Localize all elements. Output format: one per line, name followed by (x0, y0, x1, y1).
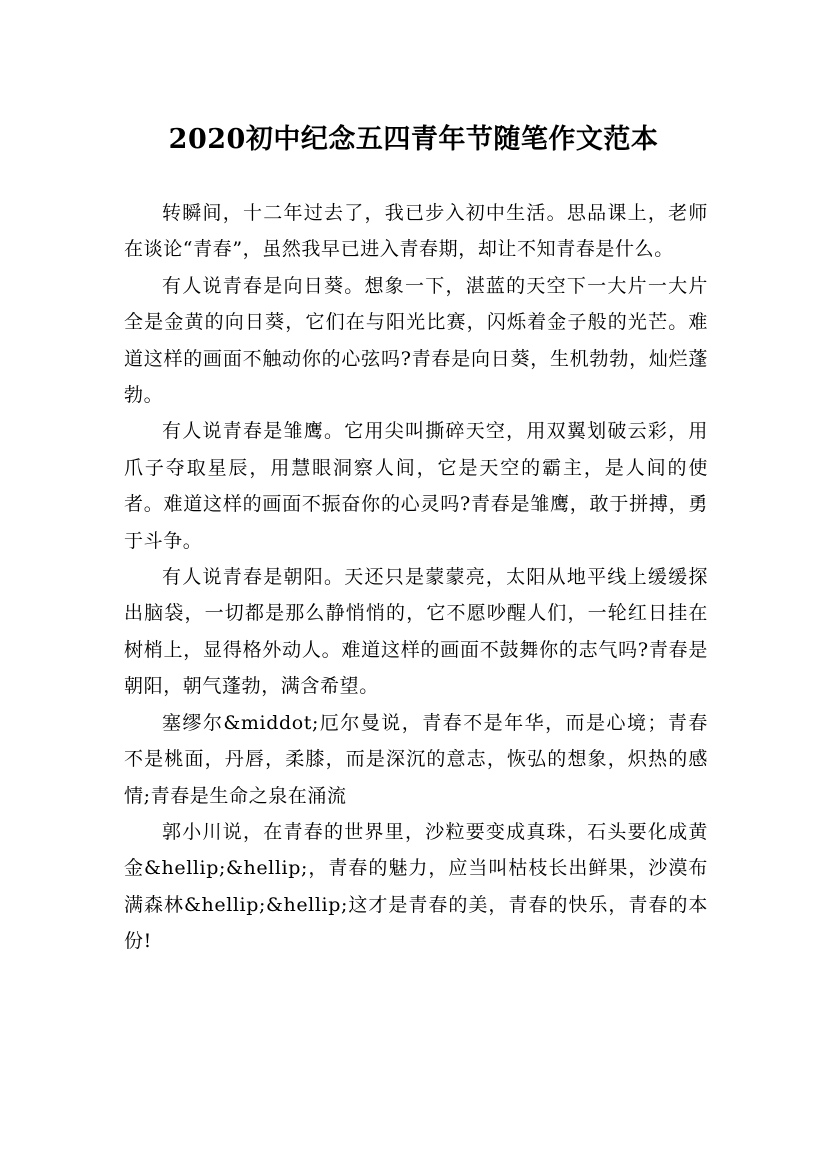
paragraph-3: 有人说青春是雏鹰。它用尖叫撕碎天空，用双翼划破云彩，用爪子夺取星辰，用慧眼洞察人间，它是天空的霸主，是人间的使者。难道这样的画面不振奋你的心灵吗?青春是雏鹰，敢于拼搏，勇于斗争。 (124, 420, 708, 552)
paragraph-4: 有人说青春是朝阳。天还只是蒙蒙亮，太阳从地平线上缓缓探出脑袋，一切都是那么静悄悄的，它不愿吵醒人们，一轮红日挂在树梢上，显得格外动人。难道这样的画面不鼓舞你的志气吗?青春是朝阳，朝气蓬勃，满含希望。 (124, 566, 708, 698)
paragraph-2: 有人说青春是向日葵。想象一下，湛蓝的天空下一大片一大片全是金黄的向日葵，它们在与阳光比赛，闪烁着金子般的光芒。难道这样的画面不触动你的心弦吗?青春是向日葵，生机勃勃，灿烂蓬勃。 (124, 274, 708, 407)
document-title: 2020初中纪念五四青年节随笔作文范本 (168, 124, 659, 156)
document-body (124, 195, 708, 960)
paragraph-6: 郭小川说，在青春的世界里，沙粒要变成真珠，石头要化成黄金&hellip;&hellip;，青春的魅力，应当叫枯枝长出鲜果，沙漠布满森林&hellip;&hellip;这才是青春的美，青春的快乐，青春的本份! (124, 820, 708, 953)
paragraph-5: 塞缪尔&middot;厄尔曼说，青春不是年华，而是心境；青春不是桃面，丹唇，柔膝，而是深沉的意志，恢弘的想象，炽热的感情;青春是生命之泉在涌流 (124, 711, 708, 807)
paragraph-1: 转瞬间，十二年过去了，我已步入初中生活。思品课上，老师在谈论“青春”，虽然我早已进入青春期，却让不知青春是什么。 (124, 202, 708, 261)
